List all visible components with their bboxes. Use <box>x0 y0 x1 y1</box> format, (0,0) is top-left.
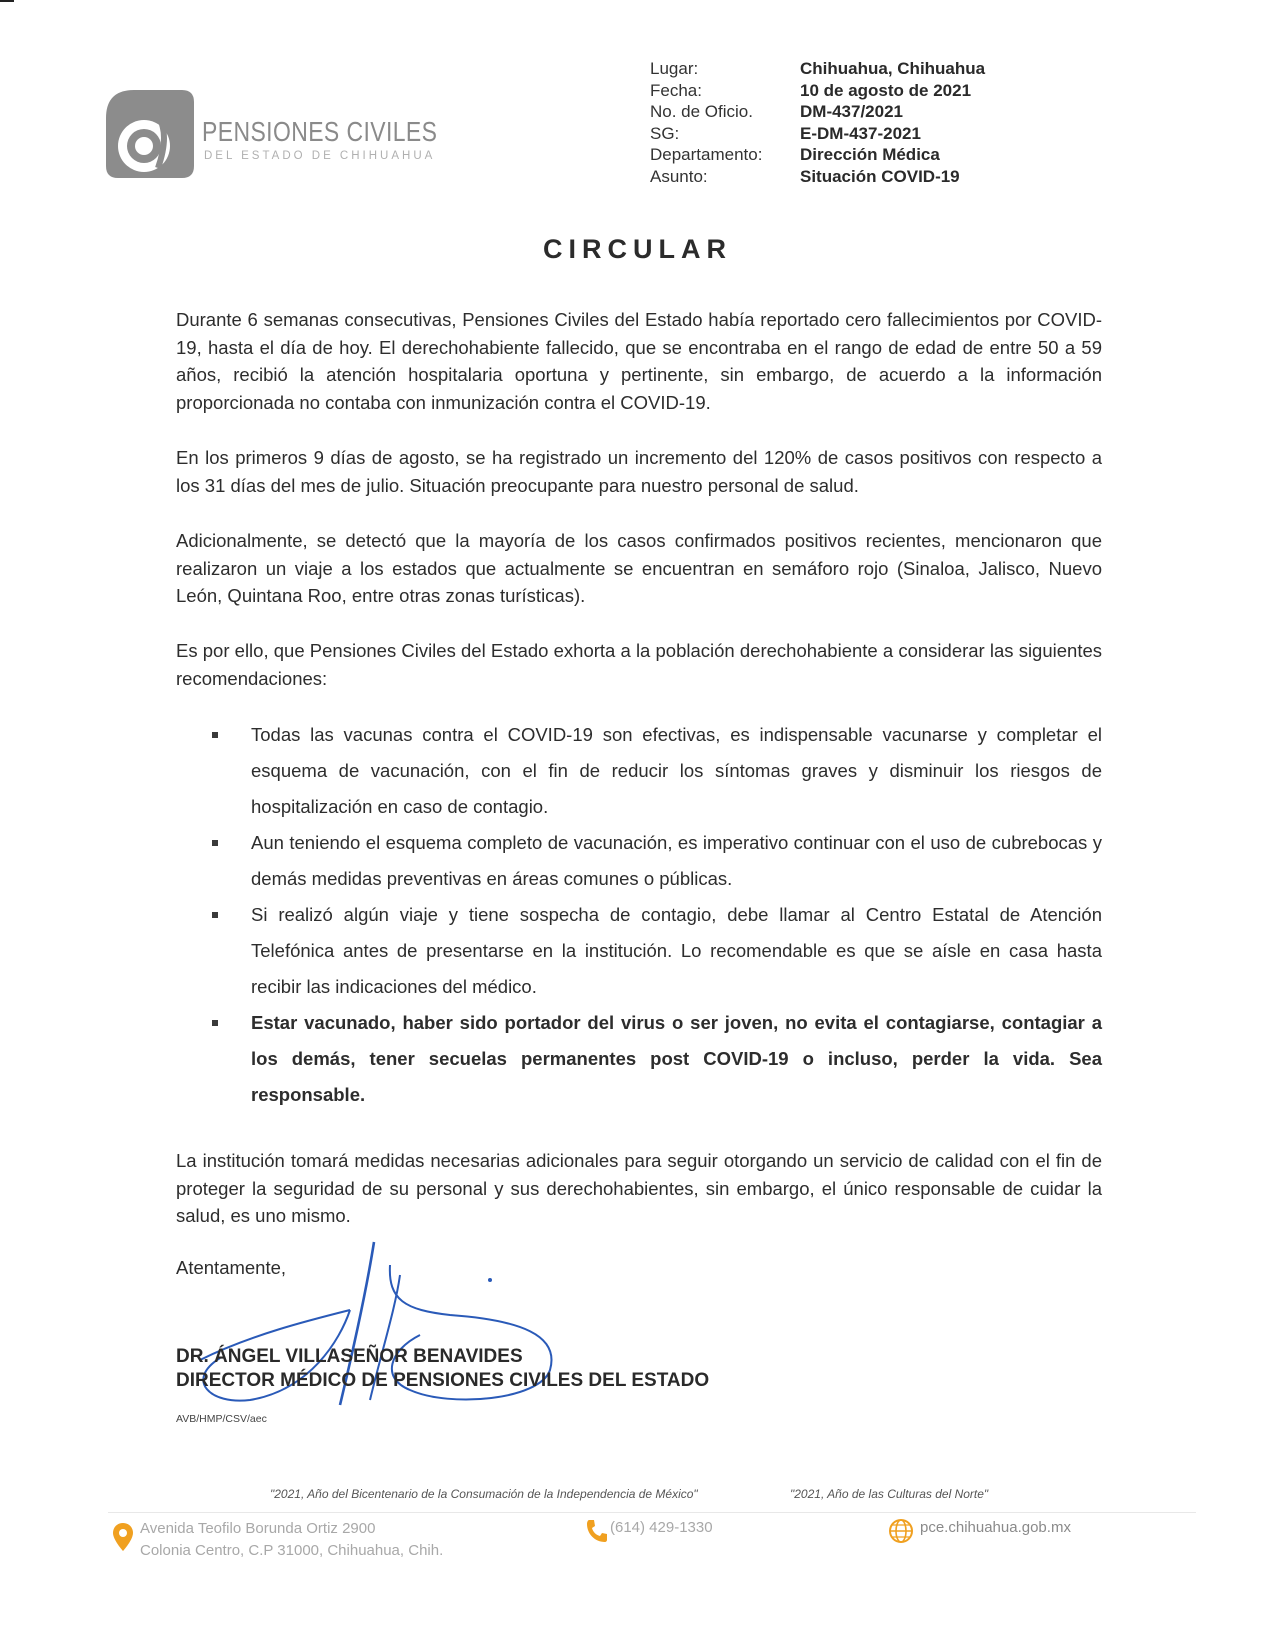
globe-icon <box>888 1518 914 1544</box>
footer-phone: (614) 429-1330 <box>610 1519 713 1536</box>
meta-row-asunto <box>650 166 985 188</box>
list-item-text: Si realizó algún viaje y tiene sospecha de contagio, debe llamar al Centro Estatal de Atención Telefónica antes de presentarse en la institución. Lo recomendable es que se aísle en casa hasta recibir las indicaciones del médico. <box>251 904 1102 997</box>
logo-subtitle: DEL ESTADO DE CHIHUAHUA <box>204 150 436 162</box>
address-line: Avenida Teofilo Borunda Ortiz 2900 <box>140 1520 376 1537</box>
meta-row-fecha <box>650 80 985 102</box>
bullet-icon <box>212 732 218 738</box>
list-item-text: Aun teniendo el esquema completo de vacunación, es imperativo continuar con el uso de cubrebocas y demás medidas preventivas en áreas comunes o públicas. <box>251 832 1102 889</box>
location-pin-icon <box>112 1522 134 1552</box>
meta-row-departamento <box>650 144 985 166</box>
logo-title: PENSIONES CIVILES <box>202 116 438 147</box>
meta-value: Chihuahua, Chihuahua <box>800 59 986 78</box>
paragraph: Adicionalmente, se detectó que la mayoría de los casos confirmados positivos recientes, mencionaron que realizaron un viaje a los estados que actualmente se encuentran en semáforo rojo (Sinaloa, Jalisco, Nuevo León, Quintana Roo, entre otras zonas turísticas). <box>176 530 1102 606</box>
meta-row-lugar <box>650 58 985 80</box>
paragraph: En los primeros 9 días de agosto, se ha registrado un incremento del 120% de casos positivos con respecto a los 31 días del mes de julio. Situación preocupante para nuestro personal de salud. <box>176 447 1102 496</box>
list-item <box>208 717 1102 825</box>
footer-divider <box>108 1512 1196 1513</box>
motto-bicentenario: "2021, Año del Bicentenario de la Consumación de la Independencia de México" <box>270 1487 698 1501</box>
paragraph: Durante 6 semanas consecutivas, Pensiones Civiles del Estado había reportado cero fallecimientos por COVID-19, hasta el día de hoy. El derechohabiente fallecido, que se encontraba en el rango de edad de entre 50 a 59 años, recibió la atención hospitalaria oportuna y pertinente, sin embargo, de acuerdo a la información proporcionada no contaba con inmunización contra el COVID-19. <box>176 309 1102 413</box>
meta-label: Fecha: <box>650 80 702 100</box>
bullet-icon <box>212 912 218 918</box>
meta-label: Departamento: <box>650 145 763 164</box>
meta-value: Situación COVID-19 <box>800 166 960 186</box>
signer-name: DR. ÁNGEL VILLASEÑOR BENAVIDES <box>176 1346 523 1367</box>
meta-label: Asunto: <box>650 166 708 186</box>
institution-logo <box>104 88 444 184</box>
list-item-text: Estar vacunado, haber sido portador del virus o ser joven, no evita el contagiarse, contagiar a los demás, tener secuelas permanentes post COVID-19 o incluso, perder la vida. Sea responsable. <box>251 1012 1102 1105</box>
meta-label: No. de Oficio. <box>650 102 753 121</box>
meta-value: Dirección Médica <box>800 145 940 164</box>
recommendations-list <box>208 717 1102 1113</box>
meta-value: 10 de agosto de 2021 <box>800 80 972 100</box>
list-item <box>208 897 1102 1005</box>
paragraph: Es por ello, que Pensiones Civiles del Estado exhorta a la población derechohabiente a considerar las siguientes recomendaciones: <box>176 640 1102 689</box>
document-title: CIRCULAR <box>543 234 732 264</box>
phone-icon <box>585 1518 609 1544</box>
signer-block <box>176 1345 709 1393</box>
meta-label: SG: <box>650 123 680 143</box>
list-item <box>208 825 1102 897</box>
logo-emblem-icon <box>104 88 196 180</box>
paragraph: La institución tomará medidas necesarias adicionales para seguir otorgando un servicio de calidad con el fin de proteger la seguridad de su personal y sus derechohabientes, sin embargo, el único responsable de cuidar la salud, es uno mismo. <box>176 1150 1102 1226</box>
bullet-icon <box>212 1020 218 1026</box>
bullet-icon <box>212 840 218 846</box>
footer-website: pce.chihuahua.gob.mx <box>920 1519 1071 1536</box>
meta-value: E-DM-437-2021 <box>800 123 921 143</box>
meta-row-oficio <box>650 101 985 123</box>
closing-salutation: Atentamente, <box>176 1257 287 1278</box>
list-item <box>208 1005 1102 1113</box>
motto-culturas: "2021, Año de las Culturas del Norte" <box>790 1487 989 1501</box>
footer-address <box>140 1518 443 1562</box>
reference-initials: AVB/HMP/CSV/aec <box>176 1413 267 1425</box>
meta-label: Lugar: <box>650 59 699 78</box>
meta-row-sg <box>650 123 985 145</box>
list-item-text: Todas las vacunas contra el COVID-19 son efectivas, es indispensable vacunarse y completar el esquema de vacunación, con el fin de reducir los síntomas graves y disminuir los riesgos de hospitalización en caso de contagio. <box>251 724 1102 817</box>
document-header-info <box>650 58 985 187</box>
scan-mark <box>0 0 14 2</box>
signer-position: DIRECTOR MÉDICO DE PENSIONES CIVILES DEL ESTADO <box>176 1370 710 1391</box>
meta-value: DM-437/2021 <box>800 102 904 121</box>
address-line: Colonia Centro, C.P 31000, Chihuahua, Chih. <box>140 1542 444 1559</box>
